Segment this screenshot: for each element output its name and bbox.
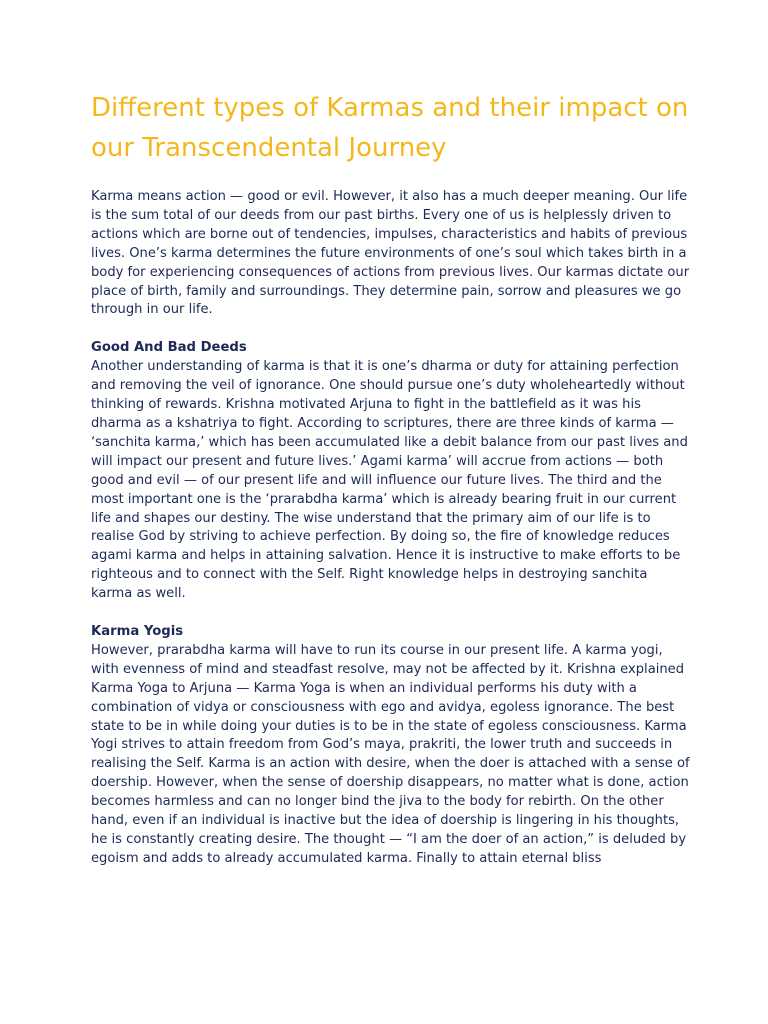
section-heading: Good And Bad Deeds (91, 340, 247, 356)
document-page (91, 88, 691, 888)
article-title: Different types of Karmas and their impact on our Transcendental Journey (91, 93, 689, 163)
section-paragraph: However, prarabdha karma will have to run its course in our present life. A karma yogi, with evenness of mind and steadfast resolve, may not be affected by it. Krishna explained Karma Yoga to Arjuna — Karma Yoga is when an individual performs his duty with a combination of vidya or consciousness with ego and avidya, egoless ignorance. The best state to be in while doing your duties is to be in the state of egoless consciousness. Karma Yogi strives to attain freedom from God’s maya, prakriti, the lower truth and succeeds in realising the Self. Karma is an action with desire, when the doer is attached with a sense of doership. However, when the sense of doership disappears, no matter what is done, action becomes harmless and can no longer bind the jiva to the body for rebirth. On the other hand, even if an individual is inactive but the idea of doership is lingering in his thoughts, he is constantly creating desire. The thought — “I am the doer of an action,” is deluded by egoism and adds to already accumulated karma. Finally to attain eternal bliss (91, 642, 690, 866)
intro-paragraph: Karma means action — good or evil. However, it also has a much deeper meaning. Our life is the sum total of our deeds from our past births. Every one of us is helplessly driven to actions which are borne out of tendencies, impulses, characteristics and habits of previous lives. One’s karma determines the future environments of one’s soul which takes birth in a body for experiencing consequences of actions from previous lives. Our karmas dictate our place of birth, family and surroundings. They determine pain, sorrow and pleasures we go through in our life. (91, 189, 690, 318)
section-karma-yogis (91, 623, 691, 869)
section-heading: Karma Yogis (91, 624, 184, 640)
section-paragraph: Another understanding of karma is that it is one’s dharma or duty for attaining perfection and removing the veil of ignorance. One should pursue one’s duty wholeheartedly without thinking of rewards. Krishna motivated Arjuna to fight in the battlefield as it was his dharma as a kshatriya to fight. According to scriptures, there are three kinds of karma — ‘sanchita karma,’ which has been accumulated like a debit balance from our past lives and will impact our present and future lives.’ Agami karma’ will accrue from actions — both good and evil — of our present life and will influence our future lives. The third and the most important one is the ‘prarabdha karma’ which is already bearing fruit in our current life and shapes our destiny. The wise understand that the primary aim of our life is to realise God by striving to achieve perfection. By doing so, the fire of knowledge reduces agami karma and helps in attaining salvation. Hence it is instructive to make efforts to be righteous and to connect with the Self. Right knowledge helps in destroying sanchita karma as well. (91, 359, 688, 602)
section-good-and-bad-deeds (91, 339, 691, 604)
